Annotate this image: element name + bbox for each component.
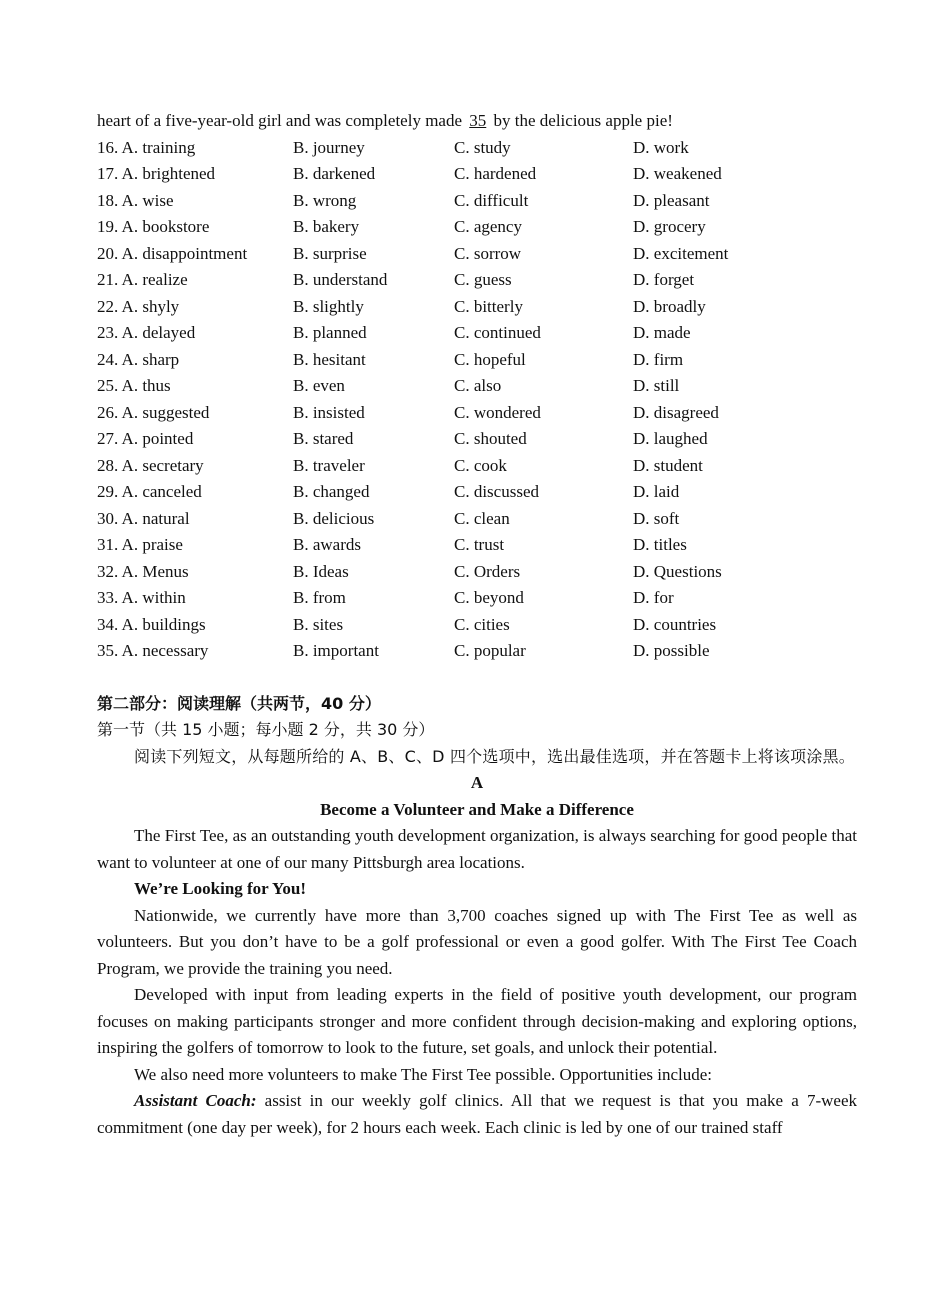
part2-heading: 第二部分：阅读理解（共两节，40 分） — [97, 693, 381, 713]
option-d: D. still — [633, 376, 680, 395]
instruction-text: 阅读下列短文，从每题所给的 A、B、C、D 四个选项中，选出最佳选项，并在答题卡上将该项涂黑。 — [134, 746, 855, 766]
option-row — [97, 188, 857, 215]
option-c: C. beyond — [454, 588, 524, 607]
option-row — [97, 347, 857, 374]
intro-line — [97, 108, 857, 135]
option-b: B. surprise — [293, 243, 367, 263]
option-row — [97, 506, 857, 533]
option-a: 18. A. wise — [97, 190, 174, 210]
option-row — [97, 638, 857, 665]
passage-paragraph-5 — [97, 1088, 857, 1141]
option-b: B. slightly — [293, 296, 364, 316]
option-row — [97, 320, 857, 347]
intro-before: heart of a five-year-old girl and was completely made — [97, 111, 467, 130]
option-d: D. weakened — [633, 164, 722, 183]
option-d: D. broadly — [633, 296, 706, 316]
option-d: D. firm — [633, 349, 684, 369]
option-b: B. even — [293, 376, 345, 395]
option-d: D. forget — [633, 270, 695, 289]
option-b: B. delicious — [293, 508, 375, 528]
option-c: C. guess — [454, 270, 512, 289]
section1-heading: 第一节（共 15 小题；每小题 2 分，共 30 分） — [97, 720, 435, 739]
option-d: D. Questions — [633, 561, 722, 581]
option-c: C. study — [454, 137, 511, 157]
option-b: B. traveler — [293, 455, 365, 475]
option-d: D. for — [633, 588, 674, 607]
option-d: D. laid — [633, 482, 680, 501]
option-c: C. cook — [454, 455, 507, 475]
passage-paragraph-1: The First Tee, as an outstanding youth development organization, is always searching for good people that want to volunteer at one of our many Pittsburgh area locations. — [97, 826, 857, 872]
option-c: C. clean — [454, 508, 510, 528]
option-c: C. also — [454, 376, 502, 395]
option-b: B. awards — [293, 535, 361, 554]
option-c: C. shouted — [454, 429, 527, 448]
option-c: C. popular — [454, 641, 526, 660]
passage-subhead: We’re Looking for You! — [134, 879, 307, 898]
option-c: C. continued — [454, 323, 541, 342]
option-a: 25. A. thus — [97, 376, 171, 395]
option-row — [97, 453, 857, 480]
option-b: B. changed — [293, 482, 370, 501]
option-a: 30. A. natural — [97, 508, 190, 528]
option-d: D. titles — [633, 535, 687, 554]
options-list — [97, 135, 857, 665]
option-row — [97, 400, 857, 427]
intro-after: by the delicious apple pie! — [489, 111, 673, 130]
option-b: B. darkened — [293, 164, 376, 183]
option-row — [97, 479, 857, 506]
option-row — [97, 135, 857, 162]
option-d: D. student — [633, 455, 703, 475]
option-b: B. journey — [293, 137, 365, 157]
option-d: D. possible — [633, 641, 710, 660]
option-a: 20. A. disappointment — [97, 243, 248, 263]
option-a: 29. A. canceled — [97, 482, 202, 501]
option-d: D. pleasant — [633, 190, 710, 210]
option-b: B. planned — [293, 323, 367, 342]
passage-paragraph-3: Developed with input from leading experts in the field of positive youth development, our program focuses on making participants stronger and more confident through decision-making and exploring options, inspiring the golfers of tomorrow to look to the future, set goals, and unlock their potential. — [97, 985, 857, 1057]
option-b: B. sites — [293, 614, 344, 634]
option-b: B. insisted — [293, 402, 365, 422]
option-b: B. bakery — [293, 217, 360, 236]
assistant-coach-text: assist in our weekly golf clinics. All that we request is that you make a 7-week commitment (one day per week), for 2 hours each week. Each clinic is led by one of our trained staff — [97, 1091, 857, 1137]
option-c: C. Orders — [454, 561, 521, 581]
option-b: B. stared — [293, 429, 354, 448]
option-a: 24. A. sharp — [97, 349, 180, 369]
option-a: 17. A. brightened — [97, 164, 216, 183]
option-d: D. excitement — [633, 243, 729, 263]
option-row — [97, 161, 857, 188]
option-d: D. work — [633, 137, 689, 157]
passage-title: Become a Volunteer and Make a Difference — [320, 799, 634, 819]
option-row — [97, 612, 857, 639]
option-a: 34. A. buildings — [97, 614, 206, 634]
option-c: C. sorrow — [454, 243, 522, 263]
option-row — [97, 241, 857, 268]
option-d: D. disagreed — [633, 402, 719, 422]
option-b: B. important — [293, 641, 379, 660]
option-row — [97, 214, 857, 241]
blank-35: 35 — [469, 111, 487, 130]
passage-paragraph-2: Nationwide, we currently have more than 3,700 coaches signed up with The First Tee as well as volunteers. But you don’t have to be a golf professional or even a good golfer. With The First Tee Coach Program, we provide the training you need. — [97, 905, 857, 978]
passage-label: A — [470, 773, 484, 792]
option-c: C. wondered — [454, 402, 541, 422]
option-b: B. hesitant — [293, 349, 366, 369]
option-c: C. bitterly — [454, 296, 523, 316]
option-b: B. Ideas — [293, 561, 349, 581]
option-a: 32. A. Menus — [97, 561, 189, 581]
option-a: 26. A. suggested — [97, 402, 210, 422]
option-c: C. difficult — [454, 190, 529, 210]
option-row — [97, 426, 857, 453]
option-b: B. from — [293, 588, 346, 607]
option-c: C. cities — [454, 614, 510, 634]
option-a: 31. A. praise — [97, 535, 183, 554]
option-c: C. discussed — [454, 482, 539, 501]
option-b: B. understand — [293, 270, 388, 289]
option-a: 23. A. delayed — [97, 323, 196, 342]
option-d: D. made — [633, 323, 691, 342]
option-row — [97, 585, 857, 612]
option-d: D. countries — [633, 614, 717, 634]
option-d: D. soft — [633, 508, 680, 528]
option-row — [97, 559, 857, 586]
passage-paragraph-4: We also need more volunteers to make The First Tee possible. Opportunities include: — [134, 1064, 712, 1084]
option-c: C. trust — [454, 535, 505, 554]
option-row — [97, 532, 857, 559]
option-a: 21. A. realize — [97, 270, 188, 289]
option-c: C. agency — [454, 217, 522, 236]
option-d: D. grocery — [633, 217, 706, 236]
option-a: 33. A. within — [97, 588, 186, 607]
option-row — [97, 373, 857, 400]
option-a: 16. A. training — [97, 137, 196, 157]
option-a: 35. A. necessary — [97, 641, 209, 660]
option-b: B. wrong — [293, 190, 357, 210]
option-c: C. hardened — [454, 164, 537, 183]
option-a: 28. A. secretary — [97, 455, 204, 475]
document-page — [97, 108, 857, 1141]
assistant-coach-label: Assistant Coach: — [134, 1091, 257, 1110]
option-row — [97, 267, 857, 294]
option-a: 27. A. pointed — [97, 429, 194, 448]
option-a: 19. A. bookstore — [97, 217, 210, 236]
option-c: C. hopeful — [454, 349, 526, 369]
option-d: D. laughed — [633, 429, 708, 448]
option-a: 22. A. shyly — [97, 296, 180, 316]
option-row — [97, 294, 857, 321]
